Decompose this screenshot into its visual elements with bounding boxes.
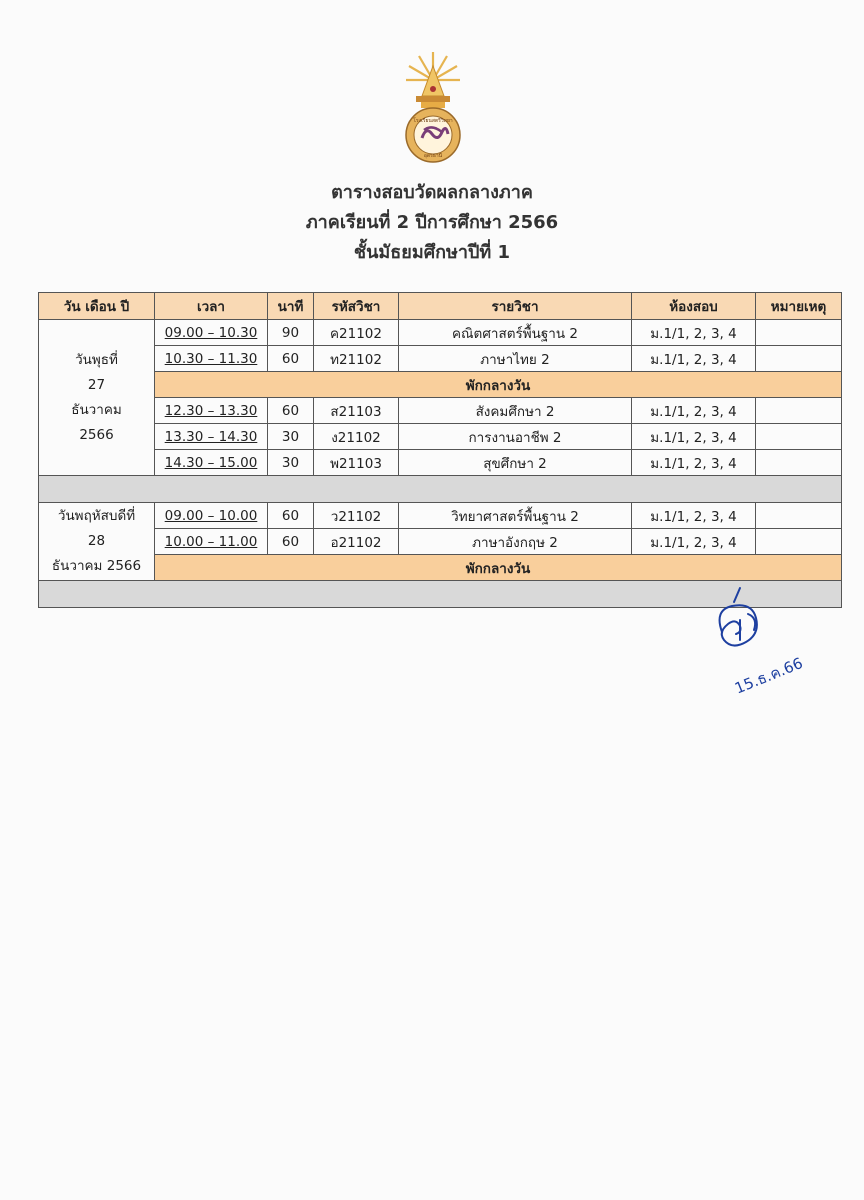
room-cell: ม.1/1, 2, 3, 4 (632, 529, 756, 555)
lunch-break-row (39, 372, 842, 398)
title-line-1: ตารางสอบวัดผลกลางภาค (331, 182, 533, 203)
day2-date-cell: วันพฤหัสบดีที่ 28 ธันวาคม 2566 (39, 503, 155, 581)
header-minutes: นาที (268, 293, 314, 320)
table-header-row (39, 293, 842, 320)
title-line-3: ชั้นมัธยมศึกษาปีที่ 1 (353, 242, 511, 263)
subject-cell: คณิตศาสตร์พื้นฐาน 2 (399, 320, 632, 346)
room-cell: ม.1/1, 2, 3, 4 (632, 398, 756, 424)
separator-row (39, 476, 842, 503)
note-cell (756, 346, 842, 372)
note-cell (756, 424, 842, 450)
note-cell (756, 503, 842, 529)
table-row (39, 450, 842, 476)
exam-schedule-table (38, 292, 842, 608)
code-cell: ง21102 (314, 424, 399, 450)
note-cell (756, 398, 842, 424)
header-date: วัน เดือน ปี (39, 293, 155, 320)
time-cell: 09.00 – 10.00 (155, 503, 268, 529)
table-row (39, 320, 842, 346)
signature-icon (720, 588, 757, 646)
lunch-break-row (39, 555, 842, 581)
subject-cell: การงานอาชีพ 2 (399, 424, 632, 450)
code-cell: พ21103 (314, 450, 399, 476)
subject-cell: ภาษาไทย 2 (399, 346, 632, 372)
code-cell: ส21103 (314, 398, 399, 424)
header-note: หมายเหตุ (756, 293, 842, 320)
minutes-cell: 60 (268, 529, 314, 555)
table-row (39, 529, 842, 555)
svg-text:15.ธ.ค.66: 15.ธ.ค.66 (732, 654, 806, 698)
code-cell: ท21102 (314, 346, 399, 372)
lunch-break-label: พักกลางวัน (155, 372, 842, 398)
lunch-break-label: พักกลางวัน (155, 555, 842, 581)
header-code: รหัสวิชา (314, 293, 399, 320)
svg-text:โรงเรียนสตรีวิทยา: โรงเรียนสตรีวิทยา (413, 118, 453, 124)
minutes-cell: 60 (268, 346, 314, 372)
table-row (39, 424, 842, 450)
minutes-cell: 60 (268, 503, 314, 529)
table-row (39, 346, 842, 372)
header-time: เวลา (155, 293, 268, 320)
note-cell (756, 450, 842, 476)
subject-cell: ภาษาอังกฤษ 2 (399, 529, 632, 555)
room-cell: ม.1/1, 2, 3, 4 (632, 320, 756, 346)
subject-cell: สังคมศึกษา 2 (399, 398, 632, 424)
code-cell: ว21102 (314, 503, 399, 529)
table-row (39, 503, 842, 529)
svg-text:อุดรธานี: อุดรธานี (423, 153, 443, 159)
crown-rays-icon (406, 52, 460, 108)
seal-icon (406, 108, 460, 162)
separator-cell (39, 476, 842, 503)
header-subject: รายวิชา (399, 293, 632, 320)
time-cell: 09.00 – 10.30 (155, 320, 268, 346)
room-cell: ม.1/1, 2, 3, 4 (632, 450, 756, 476)
header-room: ห้องสอบ (632, 293, 756, 320)
code-cell: ค21102 (314, 320, 399, 346)
time-cell: 13.30 – 14.30 (155, 424, 268, 450)
minutes-cell: 30 (268, 450, 314, 476)
time-cell: 12.30 – 13.30 (155, 398, 268, 424)
minutes-cell: 90 (268, 320, 314, 346)
time-cell: 10.30 – 11.30 (155, 346, 268, 372)
handwritten-signature (700, 580, 810, 700)
day1-date-cell: วันพุธที่ 27 ธันวาคม 2566 (39, 320, 155, 476)
subject-cell: วิทยาศาสตร์พื้นฐาน 2 (399, 503, 632, 529)
room-cell: ม.1/1, 2, 3, 4 (632, 424, 756, 450)
time-cell: 14.30 – 15.00 (155, 450, 268, 476)
code-cell: อ21102 (314, 529, 399, 555)
minutes-cell: 60 (268, 398, 314, 424)
minutes-cell: 30 (268, 424, 314, 450)
room-cell: ม.1/1, 2, 3, 4 (632, 503, 756, 529)
school-emblem-logo (404, 50, 462, 166)
document-title (0, 178, 864, 268)
subject-cell: สุขศึกษา 2 (399, 450, 632, 476)
time-cell: 10.00 – 11.00 (155, 529, 268, 555)
table-row (39, 398, 842, 424)
note-cell (756, 320, 842, 346)
room-cell: ม.1/1, 2, 3, 4 (632, 346, 756, 372)
title-line-2: ภาคเรียนที่ 2 ปีการศึกษา 2566 (305, 212, 559, 233)
note-cell (756, 529, 842, 555)
